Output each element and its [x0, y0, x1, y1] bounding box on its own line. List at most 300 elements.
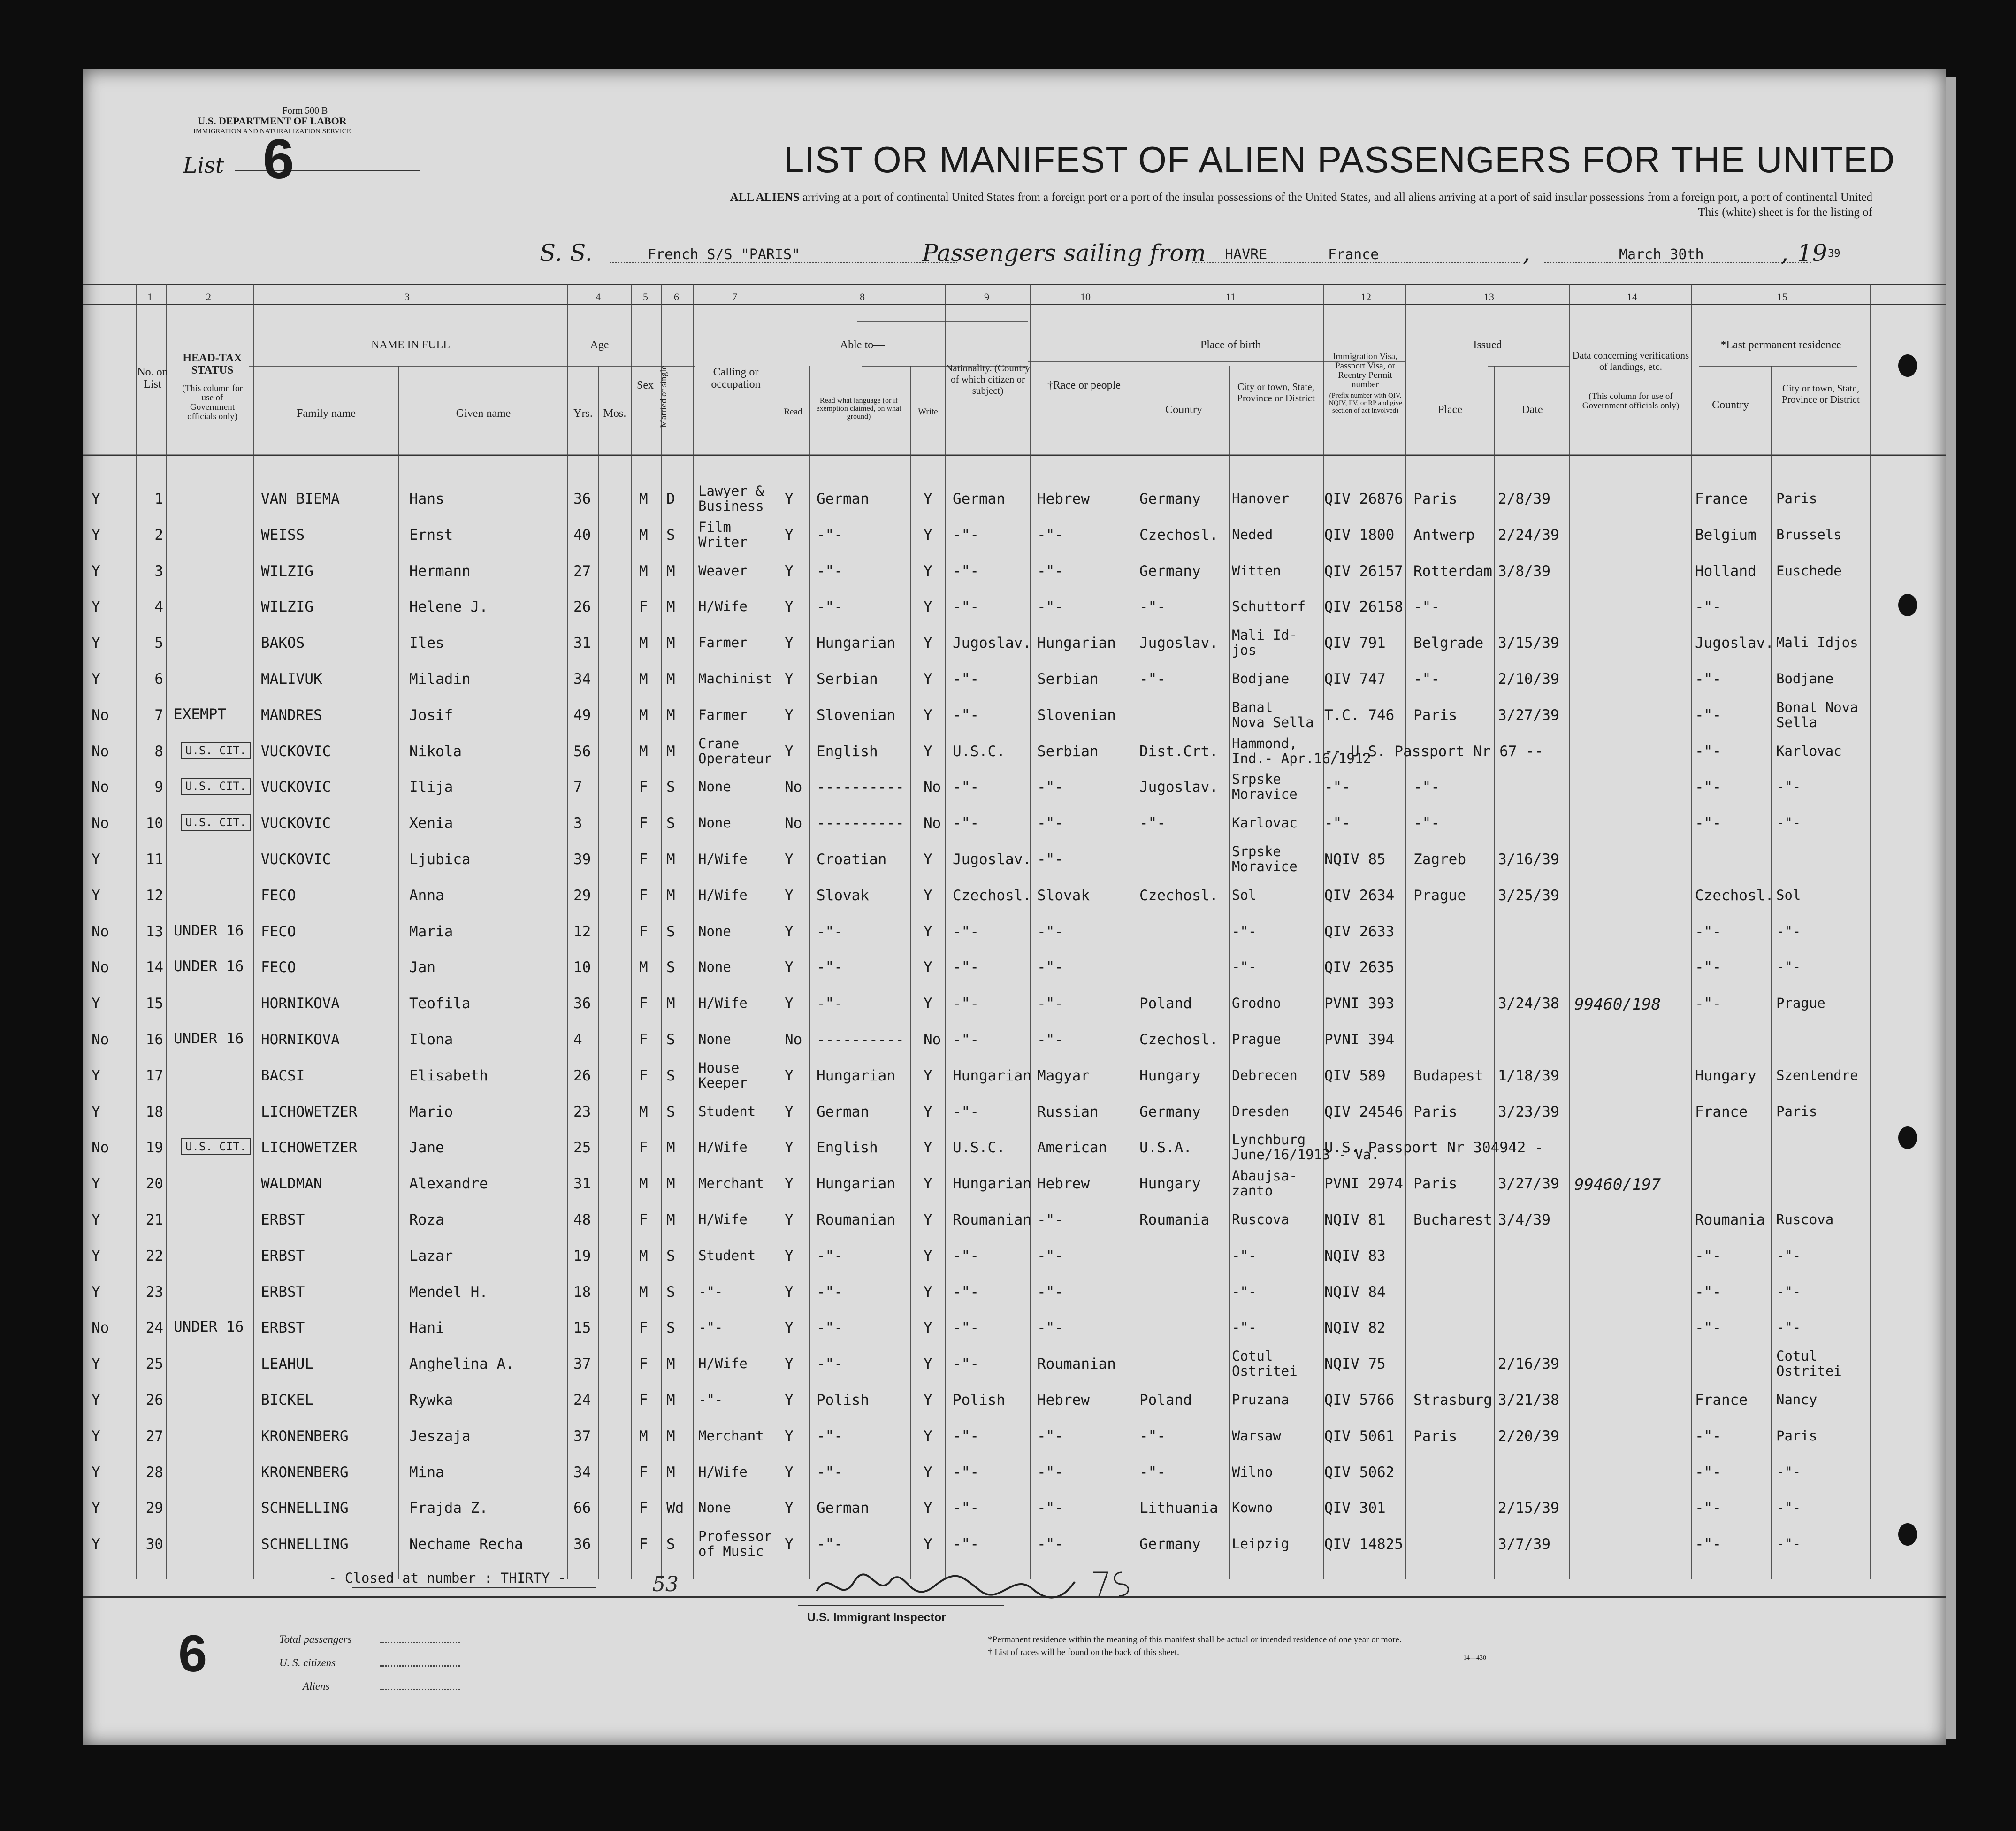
- given-name: Miladin: [409, 671, 471, 688]
- marital-status: D: [666, 490, 675, 507]
- row-mark: Y: [92, 1067, 100, 1084]
- visa-number: NQIV 81: [1324, 1211, 1386, 1228]
- birth-city: Banat: [1232, 699, 1273, 715]
- residence-city: -"-: [1776, 779, 1801, 795]
- residence-country: -"-: [1695, 743, 1721, 760]
- age-years: 39: [573, 851, 591, 868]
- can-write: Y: [924, 1536, 932, 1553]
- residence-city: Paris: [1776, 490, 1817, 506]
- hdr-issued: Issued: [1473, 339, 1502, 351]
- can-read: Y: [785, 1536, 794, 1553]
- ship-line: S. S. French S/S "PARIS" Passengers sailing from HAVRE France , March 30th , 19 39: [540, 239, 1840, 267]
- read-language: Serbian: [817, 671, 878, 688]
- birth-country: -"-: [1139, 1463, 1166, 1481]
- marital-status: M: [666, 598, 675, 616]
- can-read: Y: [785, 959, 794, 976]
- marital-status: M: [666, 1392, 675, 1409]
- birth-city: Hanover: [1232, 490, 1290, 506]
- marital-status: M: [666, 995, 675, 1012]
- residence-country: -"-: [1695, 706, 1721, 724]
- visa-number: T.C. 746: [1324, 706, 1395, 724]
- marital-status: S: [666, 959, 675, 976]
- can-write: Y: [924, 1427, 932, 1445]
- issued-date: 2/10/39: [1498, 671, 1559, 688]
- birth-city: Abaujsa-: [1232, 1168, 1298, 1184]
- residence-country: -"-: [1695, 1500, 1721, 1517]
- footnote-races: † List of races will be found on the back of this sheet.: [988, 1647, 1179, 1657]
- visa-number: QIV 26158: [1324, 598, 1403, 616]
- occupation: Student: [698, 1103, 756, 1119]
- issued-date: 3/24/38: [1498, 995, 1559, 1012]
- birth-city: Prague: [1232, 1031, 1281, 1047]
- birth-country: Germany: [1139, 1536, 1201, 1553]
- sex: M: [639, 959, 648, 976]
- visa-number: QIV 589: [1324, 1067, 1386, 1084]
- row-number: 1: [154, 490, 163, 507]
- age-years: 34: [573, 1463, 591, 1481]
- residence-country: -"-: [1695, 1283, 1721, 1301]
- family-name: FECO: [261, 923, 296, 940]
- visa-number: NQIV 85: [1324, 851, 1386, 868]
- row-number: 30: [145, 1536, 163, 1553]
- family-name: FECO: [261, 959, 296, 976]
- age-years: 31: [573, 635, 591, 652]
- visa-number: QIV 747: [1324, 671, 1386, 688]
- can-read: Y: [785, 1067, 794, 1084]
- issued-date: 2/8/39: [1498, 490, 1550, 507]
- us-citizens-label: U. S. citizens: [279, 1657, 336, 1669]
- family-name: VUCKOVIC: [261, 743, 331, 760]
- residence-city: Bodjane: [1776, 671, 1834, 687]
- read-language: -"-: [817, 1427, 843, 1445]
- visa-number: QIV 2634: [1324, 887, 1395, 904]
- race: -"-: [1037, 562, 1063, 580]
- head-tax-status: UNDER 16: [174, 1318, 244, 1336]
- age-years: 26: [573, 1067, 591, 1084]
- birth-city: Dresden: [1232, 1103, 1290, 1119]
- occupation: Farmer: [698, 706, 748, 723]
- row-number: 4: [154, 598, 163, 616]
- nationality: -"-: [953, 1536, 979, 1553]
- read-language: Polish: [817, 1392, 869, 1409]
- family-name: MALIVUK: [261, 671, 322, 688]
- occupation: House: [698, 1059, 740, 1076]
- form-number: Form 500 B: [282, 106, 328, 116]
- birth-city-line2: Ostritei: [1232, 1363, 1298, 1379]
- total-passengers-label: Total passengers: [279, 1633, 352, 1645]
- can-write: Y: [924, 671, 932, 688]
- nationality: -"-: [953, 1031, 979, 1048]
- can-read: Y: [785, 995, 794, 1012]
- nationality: -"-: [953, 1463, 979, 1481]
- row-mark: No: [92, 959, 109, 976]
- age-years: 7: [573, 779, 582, 796]
- birth-city-line2: jos: [1232, 642, 1257, 659]
- row-mark: Y: [92, 1247, 100, 1264]
- nationality: -"-: [953, 1283, 979, 1301]
- residence-country: France: [1695, 1103, 1748, 1120]
- sex: F: [639, 779, 648, 796]
- birth-country: -"-: [1139, 598, 1166, 616]
- issued-place: Paris: [1413, 706, 1458, 724]
- birth-city: Ruscova: [1232, 1211, 1290, 1227]
- birth-city: -"-: [1232, 1319, 1257, 1336]
- can-write: Y: [924, 995, 932, 1012]
- nationality: Hungarian: [953, 1067, 1031, 1084]
- head-tax-status: U.S. CIT.: [181, 778, 251, 795]
- hdr-yrs: Yrs.: [573, 407, 593, 420]
- row-number: 17: [145, 1067, 163, 1084]
- column-number: 9: [984, 291, 989, 303]
- birth-city: Cotul: [1232, 1348, 1273, 1364]
- issued-place: -"-: [1413, 815, 1440, 832]
- footnote-residence: *Permanent residence within the meaning of this manifest shall be actual or intended residence of one year or more.: [988, 1635, 1402, 1645]
- age-years: 4: [573, 1031, 582, 1048]
- row-number: 13: [145, 923, 163, 940]
- can-write: Y: [924, 1463, 932, 1481]
- head-tax-status: EXEMPT: [174, 705, 226, 723]
- hdr-landings-note: (This column for use of Government officials only): [1582, 391, 1680, 411]
- head-tax-status: UNDER 16: [174, 1030, 244, 1047]
- visa-number: QIV 5766: [1324, 1392, 1395, 1409]
- head-tax-status: U.S. CIT.: [181, 1138, 251, 1155]
- sex: F: [639, 923, 648, 940]
- given-name: Ilija: [409, 779, 453, 796]
- residence-city: Szentendre: [1776, 1067, 1858, 1083]
- birth-city: Pruzana: [1232, 1392, 1290, 1408]
- occupation: Student: [698, 1247, 756, 1264]
- age-years: 27: [573, 562, 591, 580]
- issued-place: Paris: [1413, 1175, 1458, 1193]
- residence-city: -"-: [1776, 815, 1801, 831]
- given-name: Anghelina A.: [409, 1356, 514, 1373]
- can-read: Y: [785, 562, 794, 580]
- column-number: 12: [1361, 291, 1371, 303]
- given-name: Mina: [409, 1463, 444, 1481]
- row-mark: Y: [92, 562, 100, 580]
- age-years: 36: [573, 995, 591, 1012]
- residence-city: Brussels: [1776, 526, 1842, 543]
- race: -"-: [1037, 1463, 1063, 1481]
- age-years: 49: [573, 706, 591, 724]
- ship-name: French S/S "PARIS": [648, 246, 801, 263]
- sailing-date: March 30th: [1619, 246, 1704, 263]
- family-name: WEISS: [261, 526, 305, 544]
- birth-country: Hungary: [1139, 1067, 1201, 1084]
- instructions-line2: This (white) sheet is for the listing of: [1698, 206, 1872, 219]
- given-name: Maria: [409, 923, 453, 940]
- nationality: -"-: [953, 923, 979, 940]
- manifest-table: [83, 284, 1946, 1598]
- issued-date: 1/18/39: [1498, 1067, 1559, 1084]
- birth-city: Karlovac: [1232, 815, 1298, 831]
- marital-status: S: [666, 779, 675, 796]
- family-name: WILZIG: [261, 562, 313, 580]
- age-years: 12: [573, 923, 591, 940]
- row-number: 19: [145, 1139, 163, 1157]
- hdr-head-tax-note: (This column for use of Government officials only): [182, 383, 243, 421]
- occupation-line2: Keeper: [698, 1074, 748, 1091]
- visa-number: QIV 14825: [1324, 1536, 1403, 1553]
- residence-country: France: [1695, 1392, 1748, 1409]
- birth-city-line2: Moravice: [1232, 858, 1298, 874]
- read-language: Hungarian: [817, 1175, 895, 1193]
- hdr-res-city: City or town, State, Province or District: [1782, 383, 1860, 405]
- nationality: -"-: [953, 562, 979, 580]
- instructions-lead: ALL ALIENS: [730, 191, 800, 204]
- issued-date: 2/24/39: [1498, 526, 1559, 544]
- read-language: -"-: [817, 1356, 843, 1373]
- occupation: Crane: [698, 735, 740, 751]
- column-number: 13: [1484, 291, 1494, 303]
- hdr-birth-city: City or town, State, Province or District: [1237, 381, 1315, 404]
- visa-number: PVNI 394: [1324, 1031, 1395, 1048]
- sex: F: [639, 995, 648, 1012]
- given-name: Ilona: [409, 1031, 453, 1048]
- birth-country: Roumania: [1139, 1211, 1210, 1228]
- birth-city-line2: June/16/1913 - Va.: [1232, 1147, 1380, 1163]
- age-years: 25: [573, 1139, 591, 1157]
- hdr-last-residence: *Last permanent residence: [1720, 339, 1841, 351]
- birth-city: Schuttorf: [1232, 598, 1306, 615]
- marital-status: M: [666, 635, 675, 652]
- row-mark: Y: [92, 1283, 100, 1301]
- residence-country: -"-: [1695, 1463, 1721, 1481]
- age-years: 3: [573, 815, 582, 832]
- family-name: HORNIKOVA: [261, 1031, 340, 1048]
- can-read: Y: [785, 1319, 794, 1337]
- visa-number: NQIV 83: [1324, 1247, 1386, 1264]
- age-years: 15: [573, 1319, 591, 1337]
- hdr-read-lang: Read what language (or if exemption claimed, on what ground): [816, 397, 901, 421]
- sex: F: [639, 1139, 648, 1157]
- given-name: Mario: [409, 1103, 453, 1120]
- occupation: -"-: [698, 1283, 723, 1300]
- birth-city-line2: Moravice: [1232, 786, 1298, 803]
- can-write: Y: [924, 1067, 932, 1084]
- can-read: No: [785, 779, 802, 796]
- race: Hebrew: [1037, 490, 1090, 507]
- nationality: -"-: [953, 1103, 979, 1120]
- race: -"-: [1037, 923, 1063, 940]
- marital-status: M: [666, 1427, 675, 1445]
- sex: F: [639, 851, 648, 868]
- row-mark: Y: [92, 1356, 100, 1373]
- row-number: 6: [154, 671, 163, 688]
- read-language: English: [817, 1139, 878, 1157]
- closing-underline: [352, 1587, 596, 1588]
- page-title: LIST OR MANIFEST OF ALIEN PASSENGERS FOR THE UNITED: [784, 139, 1895, 180]
- marital-status: M: [666, 1175, 675, 1193]
- birth-country: Czechosl.: [1139, 887, 1218, 904]
- issued-date: 3/15/39: [1498, 635, 1559, 652]
- given-name: Hans: [409, 490, 444, 507]
- given-name: Ernst: [409, 526, 453, 544]
- can-write: Y: [924, 1392, 932, 1409]
- row-mark: Y: [92, 526, 100, 544]
- hdr-head-tax: HEAD-TAX STATUS: [183, 352, 242, 376]
- can-write: Y: [924, 1283, 932, 1301]
- occupation: None: [698, 1500, 731, 1516]
- can-read: Y: [785, 598, 794, 616]
- sex: M: [639, 490, 648, 507]
- visa-number: NQIV 82: [1324, 1319, 1386, 1337]
- closing-count: 53: [652, 1572, 679, 1596]
- issued-date: 3/16/39: [1498, 851, 1559, 868]
- race: Hungarian: [1037, 635, 1116, 652]
- read-language: -"-: [817, 562, 843, 580]
- hdr-mos: Mos.: [603, 407, 626, 420]
- visa-number: QIV 5061: [1324, 1427, 1395, 1445]
- residence-country: -"-: [1695, 779, 1721, 796]
- year-suffix: 39: [1828, 248, 1840, 260]
- hdr-res-country: Country: [1712, 399, 1749, 411]
- age-years: 31: [573, 1175, 591, 1193]
- issued-place: Bucharest: [1413, 1211, 1492, 1228]
- visa-number: -"-: [1324, 779, 1351, 796]
- given-name: Anna: [409, 887, 444, 904]
- occupation: Merchant: [698, 1427, 764, 1444]
- sex: F: [639, 1031, 648, 1048]
- can-read: Y: [785, 887, 794, 904]
- visa-number: QIV 5062: [1324, 1463, 1395, 1481]
- issued-date: 3/4/39: [1498, 1211, 1550, 1228]
- read-language: -"-: [817, 1283, 843, 1301]
- sheet-edge: [1946, 77, 1956, 1739]
- given-name: Nikola: [409, 743, 462, 760]
- sex: F: [639, 1356, 648, 1373]
- nationality: German: [953, 490, 1005, 507]
- birth-country: Germany: [1139, 1103, 1201, 1120]
- family-name: KRONENBERG: [261, 1427, 349, 1445]
- family-name: BICKEL: [261, 1392, 313, 1409]
- occupation: Merchant: [698, 1175, 764, 1192]
- residence-city-line2: Sella: [1776, 714, 1817, 730]
- residence-city: Mali Idjos: [1776, 635, 1858, 651]
- row-mark: Y: [92, 1427, 100, 1445]
- visa-number: NQIV 75: [1324, 1356, 1386, 1373]
- residence-city: -"-: [1776, 1463, 1801, 1480]
- occupation-line2: Writer: [698, 534, 748, 550]
- visa-number: NQIV 84: [1324, 1283, 1386, 1301]
- departure-port: HAVRE: [1225, 246, 1268, 263]
- race: Roumanian: [1037, 1356, 1116, 1373]
- residence-country: France: [1695, 490, 1748, 507]
- residence-country: -"-: [1695, 815, 1721, 832]
- birth-city: Kowno: [1232, 1500, 1273, 1516]
- residence-city: Prague: [1776, 995, 1825, 1011]
- row-mark: No: [92, 1319, 109, 1337]
- can-read: Y: [785, 1283, 794, 1301]
- occupation: Machinist: [698, 671, 772, 687]
- given-name: Lazar: [409, 1247, 453, 1264]
- can-write: Y: [924, 490, 932, 507]
- sex: M: [639, 706, 648, 724]
- landing-data: 99460/198: [1574, 995, 1661, 1014]
- occupation: H/Wife: [698, 887, 748, 903]
- hdr-married: Married or single: [659, 366, 669, 428]
- can-read: No: [785, 815, 802, 832]
- column-number: 7: [732, 291, 737, 303]
- row-mark: No: [92, 1031, 109, 1048]
- family-name: ERBST: [261, 1211, 305, 1228]
- residence-country: Czechosl.: [1695, 887, 1774, 904]
- occupation: None: [698, 779, 731, 795]
- nationality: -"-: [953, 1319, 979, 1337]
- nationality: Czechosl.: [953, 887, 1031, 904]
- can-read: Y: [785, 706, 794, 724]
- read-language: German: [817, 1500, 869, 1517]
- read-language: -"-: [817, 1463, 843, 1481]
- age-years: 56: [573, 743, 591, 760]
- race: Magyar: [1037, 1067, 1090, 1084]
- residence-city: Sol: [1776, 887, 1801, 903]
- hdr-family-name: Family name: [297, 407, 356, 420]
- residence-city: Karlovac: [1776, 743, 1842, 759]
- read-language: -"-: [817, 923, 843, 940]
- nationality: -"-: [953, 815, 979, 832]
- residence-country: -"-: [1695, 1427, 1721, 1445]
- residence-city: -"-: [1776, 959, 1801, 975]
- can-read: Y: [785, 1103, 794, 1120]
- issued-date: 3/27/39: [1498, 706, 1559, 724]
- column-number: 1: [147, 291, 153, 303]
- sex: F: [639, 1211, 648, 1228]
- family-name: BAKOS: [261, 635, 305, 652]
- marital-status: M: [666, 1356, 675, 1373]
- row-mark: Y: [92, 635, 100, 652]
- can-write: No: [924, 779, 941, 796]
- family-name: VUCKOVIC: [261, 815, 331, 832]
- race: -"-: [1037, 1319, 1063, 1337]
- sex: M: [639, 1175, 648, 1193]
- nationality: -"-: [953, 1500, 979, 1517]
- issued-place: -"-: [1413, 779, 1440, 796]
- sex: F: [639, 1067, 648, 1084]
- birth-city-line2: Ind.- Apr.16/1912: [1232, 750, 1371, 766]
- family-name: LICHOWETZER: [261, 1103, 358, 1120]
- column-number: 5: [643, 291, 648, 303]
- can-write: Y: [924, 923, 932, 940]
- birth-country: Lithuania: [1139, 1500, 1218, 1517]
- marital-status: S: [666, 1067, 675, 1084]
- ss-label: S. S.: [540, 239, 593, 267]
- residence-city: -"-: [1776, 1247, 1801, 1264]
- occupation: H/Wife: [698, 995, 748, 1011]
- residence-country: Roumania: [1695, 1211, 1765, 1228]
- hdr-nationality: Nationality. (Country of which citizen or subject): [946, 362, 1030, 396]
- aliens-line: [380, 1689, 460, 1690]
- can-write: Y: [924, 743, 932, 760]
- age-years: 18: [573, 1283, 591, 1301]
- row-number: 25: [145, 1356, 163, 1373]
- residence-country: -"-: [1695, 959, 1721, 976]
- read-language: ----------: [817, 779, 904, 796]
- nationality: -"-: [953, 1247, 979, 1264]
- birth-city: -"-: [1232, 1247, 1257, 1264]
- sex: F: [639, 598, 648, 616]
- column-lines: [136, 284, 1870, 1579]
- race: -"-: [1037, 815, 1063, 832]
- race: -"-: [1037, 1211, 1063, 1228]
- issued-place: Strasburg: [1413, 1392, 1492, 1409]
- race: -"-: [1037, 995, 1063, 1012]
- residence-country: -"-: [1695, 671, 1721, 688]
- row-mark: Y: [92, 851, 100, 868]
- sex: M: [639, 526, 648, 544]
- family-name: FECO: [261, 887, 296, 904]
- read-language: Croatian: [817, 851, 887, 868]
